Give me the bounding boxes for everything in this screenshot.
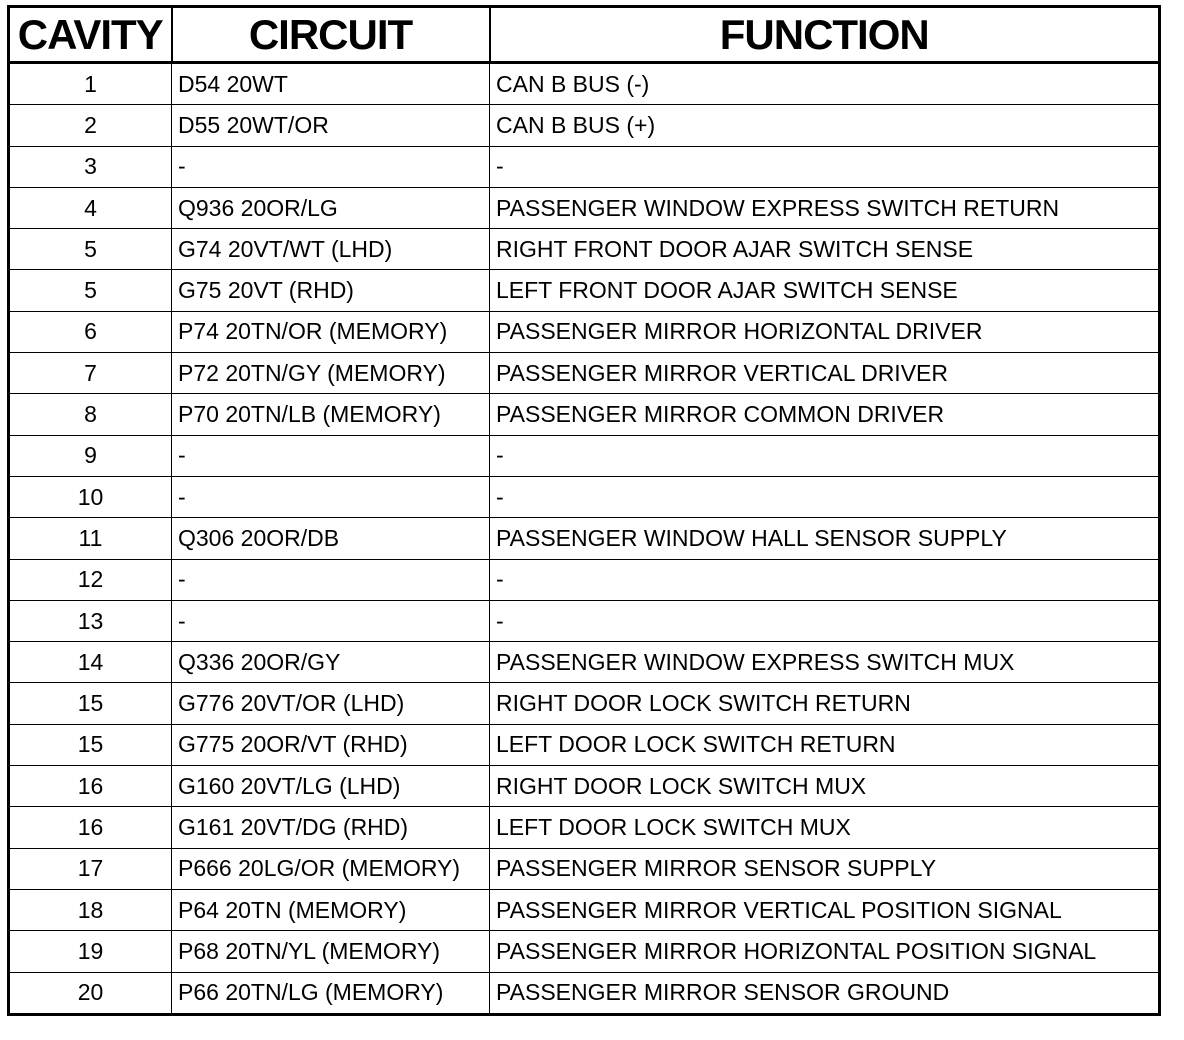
cavity-cell: 5	[9, 270, 172, 311]
circuit-cell: G161 20VT/DG (RHD)	[172, 807, 490, 848]
circuit-cell: G74 20VT/WT (LHD)	[172, 229, 490, 270]
cavity-cell: 11	[9, 518, 172, 559]
circuit-cell: -	[172, 435, 490, 476]
circuit-cell: D55 20WT/OR	[172, 105, 490, 146]
function-cell: PASSENGER MIRROR HORIZONTAL DRIVER	[490, 311, 1160, 352]
function-cell: -	[490, 476, 1160, 517]
cavity-cell: 12	[9, 559, 172, 600]
table-row	[9, 889, 1160, 930]
table-row	[9, 559, 1160, 600]
circuit-cell: -	[172, 600, 490, 641]
function-cell: LEFT FRONT DOOR AJAR SWITCH SENSE	[490, 270, 1160, 311]
cavity-cell: 18	[9, 889, 172, 930]
function-cell: -	[490, 600, 1160, 641]
circuit-cell: P66 20TN/LG (MEMORY)	[172, 972, 490, 1014]
cavity-cell: 7	[9, 353, 172, 394]
function-cell: PASSENGER WINDOW EXPRESS SWITCH MUX	[490, 642, 1160, 683]
circuit-cell: G160 20VT/LG (LHD)	[172, 766, 490, 807]
circuit-cell: P68 20TN/YL (MEMORY)	[172, 931, 490, 972]
cavity-cell: 2	[9, 105, 172, 146]
table-row	[9, 848, 1160, 889]
function-cell: LEFT DOOR LOCK SWITCH RETURN	[490, 724, 1160, 765]
table-row	[9, 724, 1160, 765]
circuit-cell: G75 20VT (RHD)	[172, 270, 490, 311]
connector-pinout-table	[7, 5, 1161, 1016]
circuit-cell: P74 20TN/OR (MEMORY)	[172, 311, 490, 352]
table-row	[9, 311, 1160, 352]
table-row	[9, 518, 1160, 559]
table-row	[9, 435, 1160, 476]
circuit-cell: -	[172, 146, 490, 187]
table-row	[9, 600, 1160, 641]
cavity-cell: 9	[9, 435, 172, 476]
table-row	[9, 476, 1160, 517]
cavity-cell: 20	[9, 972, 172, 1014]
circuit-cell: D54 20WT	[172, 63, 490, 105]
header-circuit: CIRCUIT	[172, 7, 490, 63]
circuit-cell: P70 20TN/LB (MEMORY)	[172, 394, 490, 435]
cavity-cell: 15	[9, 724, 172, 765]
function-cell: PASSENGER WINDOW EXPRESS SWITCH RETURN	[490, 187, 1160, 228]
function-cell: CAN B BUS (+)	[490, 105, 1160, 146]
circuit-cell: -	[172, 559, 490, 600]
header-cavity: CAVITY	[9, 7, 172, 63]
header-function: FUNCTION	[490, 7, 1160, 63]
function-cell: PASSENGER MIRROR SENSOR GROUND	[490, 972, 1160, 1014]
table-row	[9, 931, 1160, 972]
table-row	[9, 63, 1160, 105]
table-row	[9, 187, 1160, 228]
function-cell: CAN B BUS (-)	[490, 63, 1160, 105]
circuit-cell: G775 20OR/VT (RHD)	[172, 724, 490, 765]
table-row	[9, 766, 1160, 807]
function-cell: PASSENGER MIRROR HORIZONTAL POSITION SIGNAL	[490, 931, 1160, 972]
function-cell: RIGHT FRONT DOOR AJAR SWITCH SENSE	[490, 229, 1160, 270]
function-cell: PASSENGER MIRROR VERTICAL DRIVER	[490, 353, 1160, 394]
cavity-cell: 13	[9, 600, 172, 641]
function-cell: PASSENGER MIRROR SENSOR SUPPLY	[490, 848, 1160, 889]
table-row	[9, 105, 1160, 146]
table-row	[9, 229, 1160, 270]
cavity-cell: 6	[9, 311, 172, 352]
table-row	[9, 642, 1160, 683]
circuit-cell: Q306 20OR/DB	[172, 518, 490, 559]
circuit-cell: P666 20LG/OR (MEMORY)	[172, 848, 490, 889]
function-cell: -	[490, 435, 1160, 476]
table-row	[9, 270, 1160, 311]
cavity-cell: 15	[9, 683, 172, 724]
cavity-cell: 10	[9, 476, 172, 517]
function-cell: -	[490, 146, 1160, 187]
cavity-cell: 3	[9, 146, 172, 187]
table-header	[9, 7, 1160, 63]
cavity-cell: 14	[9, 642, 172, 683]
function-cell: PASSENGER WINDOW HALL SENSOR SUPPLY	[490, 518, 1160, 559]
table-row	[9, 683, 1160, 724]
table-row	[9, 353, 1160, 394]
cavity-cell: 16	[9, 807, 172, 848]
cavity-cell: 5	[9, 229, 172, 270]
function-cell: -	[490, 559, 1160, 600]
circuit-cell: P64 20TN (MEMORY)	[172, 889, 490, 930]
function-cell: RIGHT DOOR LOCK SWITCH MUX	[490, 766, 1160, 807]
cavity-cell: 8	[9, 394, 172, 435]
cavity-cell: 17	[9, 848, 172, 889]
circuit-cell: P72 20TN/GY (MEMORY)	[172, 353, 490, 394]
function-cell: LEFT DOOR LOCK SWITCH MUX	[490, 807, 1160, 848]
function-cell: PASSENGER MIRROR COMMON DRIVER	[490, 394, 1160, 435]
table-row	[9, 972, 1160, 1014]
table-row	[9, 146, 1160, 187]
table-body	[9, 63, 1160, 1015]
function-cell: RIGHT DOOR LOCK SWITCH RETURN	[490, 683, 1160, 724]
table-row	[9, 807, 1160, 848]
cavity-cell: 19	[9, 931, 172, 972]
circuit-cell: G776 20VT/OR (LHD)	[172, 683, 490, 724]
circuit-cell: -	[172, 476, 490, 517]
circuit-cell: Q936 20OR/LG	[172, 187, 490, 228]
header-row	[9, 7, 1160, 63]
cavity-cell: 1	[9, 63, 172, 105]
cavity-cell: 16	[9, 766, 172, 807]
table-row	[9, 394, 1160, 435]
function-cell: PASSENGER MIRROR VERTICAL POSITION SIGNAL	[490, 889, 1160, 930]
circuit-cell: Q336 20OR/GY	[172, 642, 490, 683]
cavity-cell: 4	[9, 187, 172, 228]
